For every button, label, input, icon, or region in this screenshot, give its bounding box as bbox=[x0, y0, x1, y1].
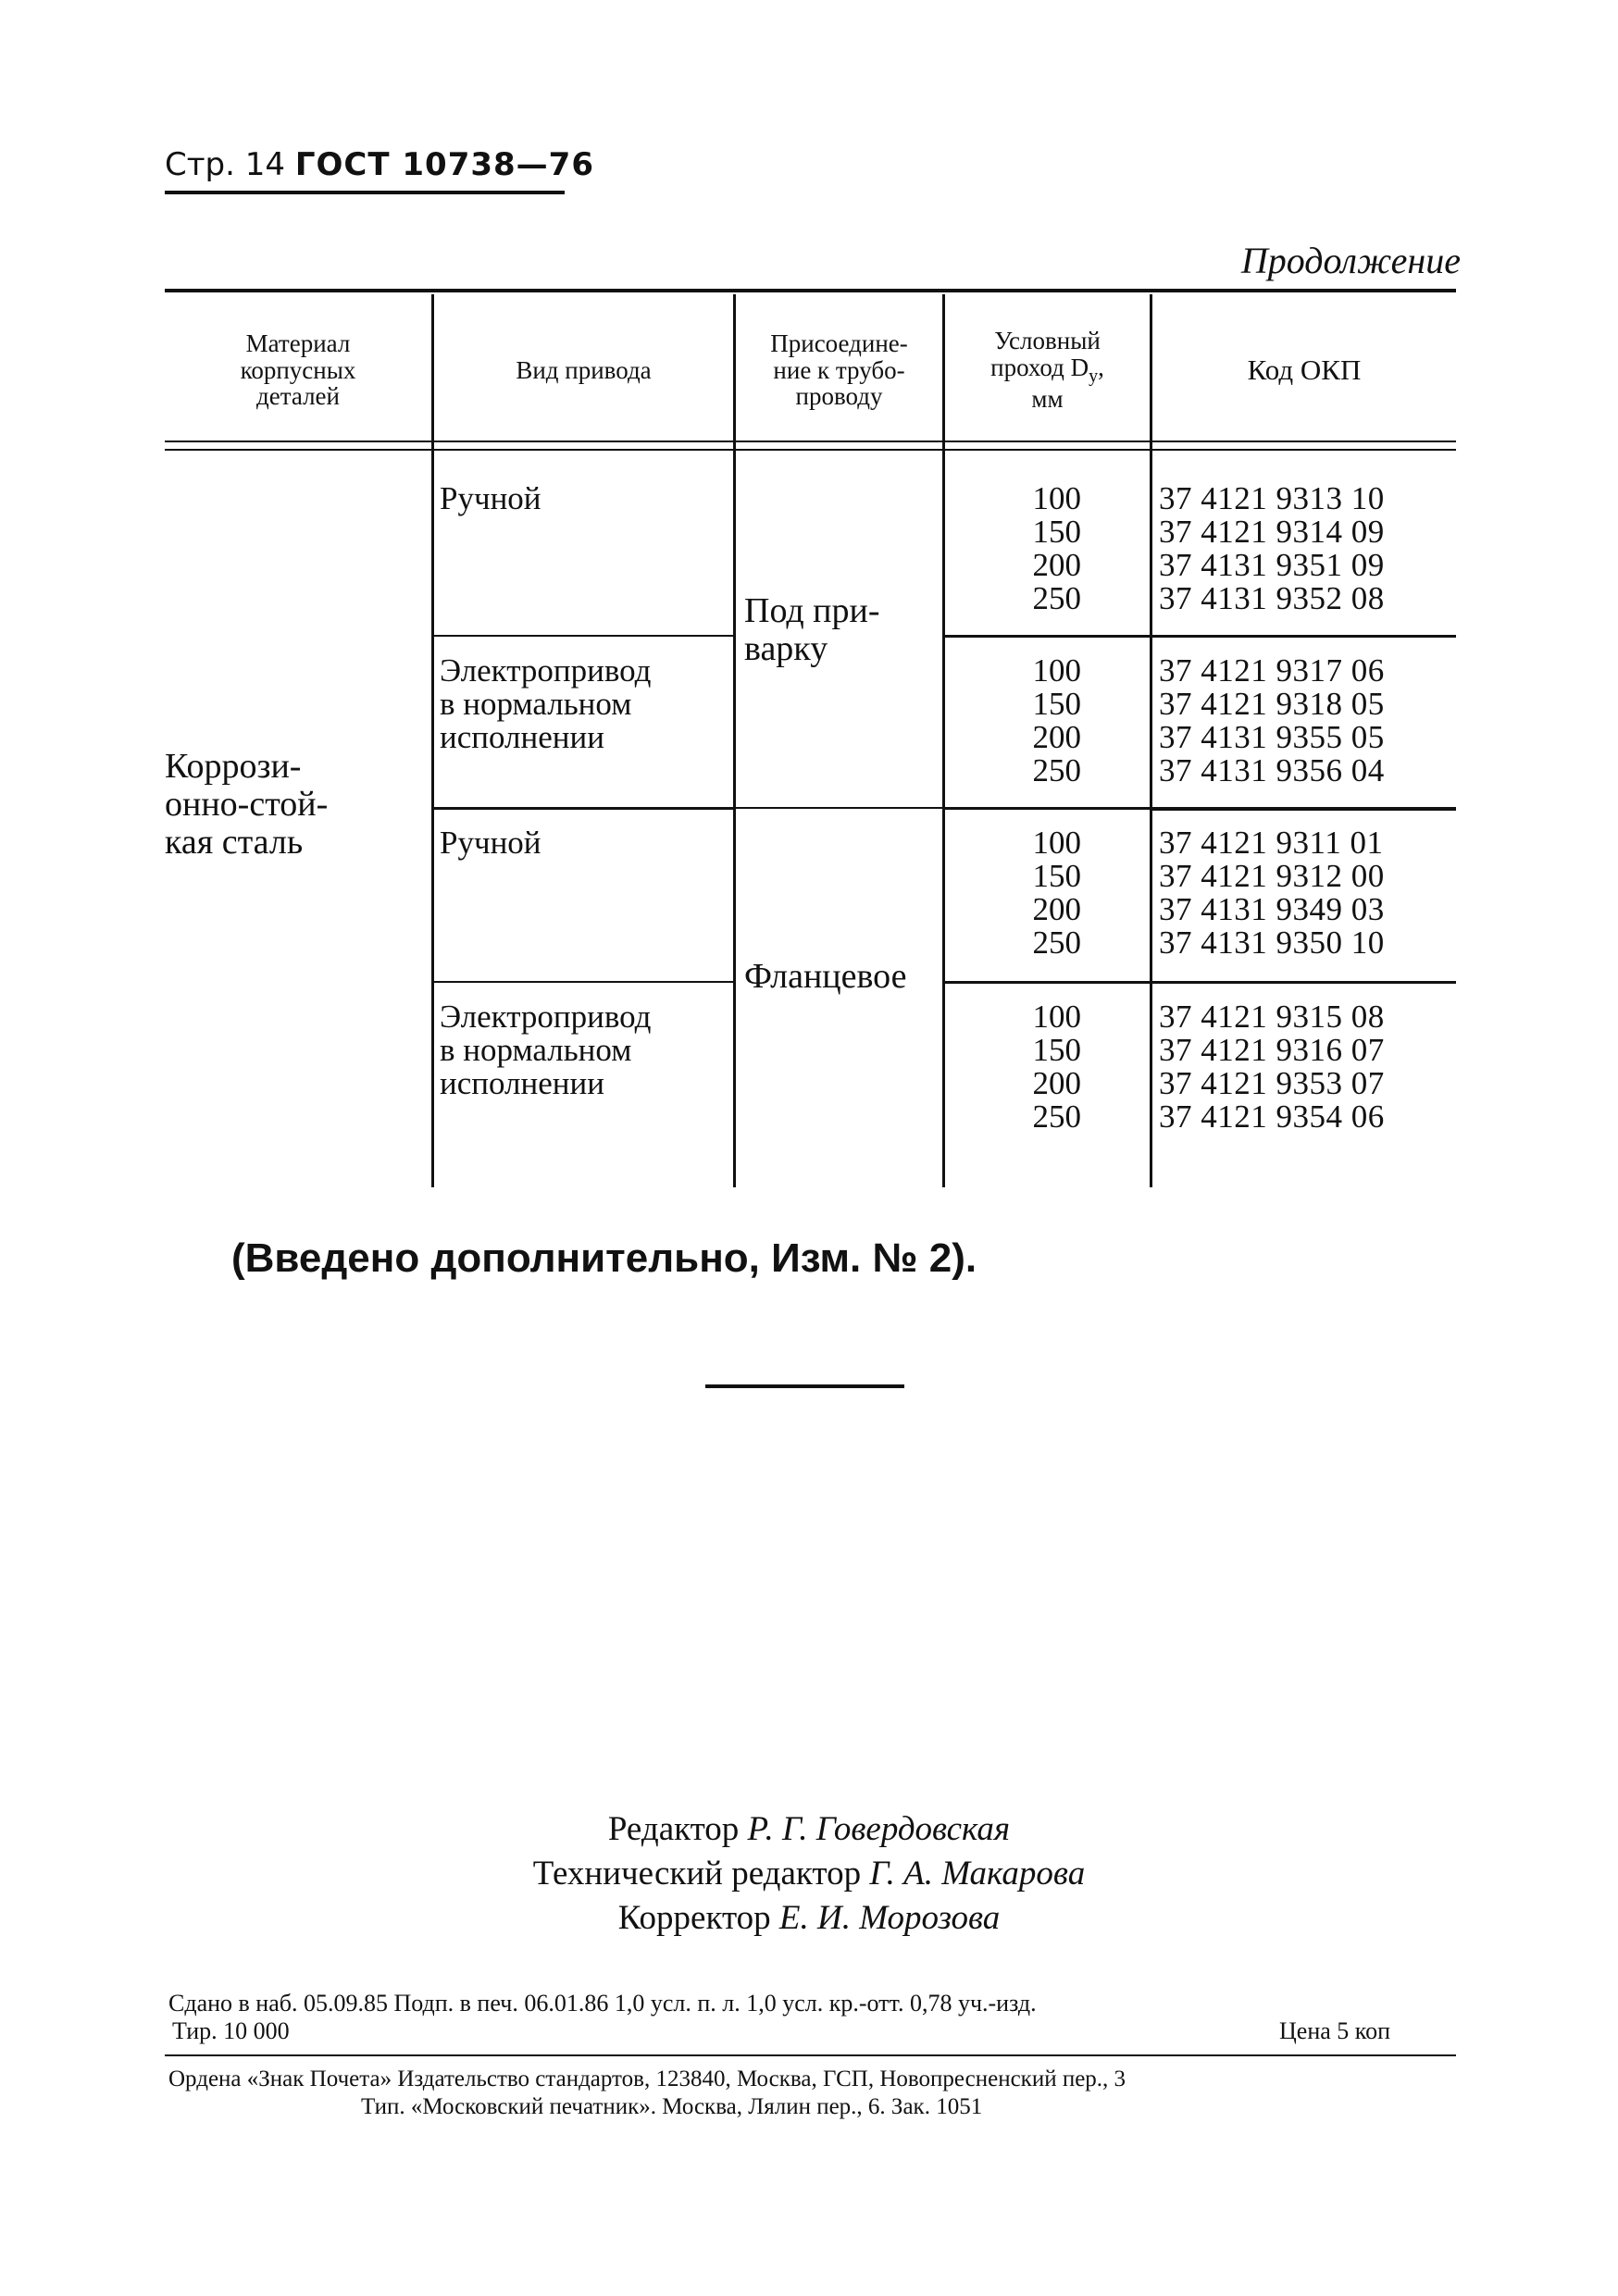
header-rule-2 bbox=[165, 449, 1456, 451]
group-sep-size-1 bbox=[942, 635, 1150, 638]
group-sep-code-2 bbox=[1150, 807, 1456, 811]
page-header bbox=[165, 146, 594, 183]
th-drive: Вид привода bbox=[516, 355, 652, 384]
group-sep-conn-2 bbox=[733, 807, 942, 809]
size-cell: 100 150 200 250 bbox=[1032, 999, 1081, 1135]
credit-editor: Редактор Р. Г. Говердовская bbox=[607, 1810, 1011, 1848]
amendment-note: (Введено дополнительно, Изм. № 2). bbox=[231, 1235, 977, 1281]
imprint-circulation: Тир. 10 000 bbox=[172, 2017, 290, 2044]
imprint-price: Цена 5 коп bbox=[1279, 2017, 1390, 2044]
size-cell: 100 150 200 250 bbox=[1032, 825, 1081, 961]
header-rule bbox=[165, 191, 565, 194]
group-sep-code-1 bbox=[1150, 635, 1456, 638]
connection-flange: Фланцевое bbox=[744, 957, 907, 996]
drive-cell: Электропривод в нормальном исполнении bbox=[440, 652, 652, 755]
drive-cell: Электропривод в нормальном исполнении bbox=[440, 999, 652, 1101]
page-label: Стр. 14 bbox=[165, 146, 286, 183]
continuation-label: Продолжение bbox=[1240, 240, 1461, 281]
th-nominal-bore: Условный проход $D_у$, мм bbox=[990, 327, 1104, 414]
header-rule-1 bbox=[165, 441, 1456, 442]
group-sep-drive-2 bbox=[431, 807, 733, 810]
th-connection: Присоедине- ние к трубо- проводу bbox=[770, 329, 908, 411]
material-cell: Коррози- онно-стой- кая сталь bbox=[165, 747, 329, 862]
credit-tech-editor: Технический редактор Г. А. Макарова bbox=[532, 1855, 1086, 1893]
imprint-line: Сдано в наб. 05.09.85 Подп. в печ. 06.01.86 1,0 усл. п. л. 1,0 усл. кр.-отт. 0,78 уч.-изд. bbox=[168, 1990, 1037, 2017]
drive-cell: Ручной bbox=[440, 480, 541, 516]
code-cell: 37 4121 9311 01 37 4121 9312 00 37 4131 9349 03 37 4131 9350 10 bbox=[1159, 825, 1385, 961]
separator-rule bbox=[705, 1384, 904, 1388]
group-sep-size-3 bbox=[942, 981, 1150, 984]
imprint-publisher: Ордена «Знак Почета» Издательство стандартов, 123840, Москва, ГСП, Новопресненский пер., 3 bbox=[168, 2066, 1126, 2091]
code-cell: 37 4121 9315 08 37 4121 9316 07 37 4121 9353 07 37 4121 9354 06 bbox=[1159, 999, 1385, 1135]
th-okp-code: Код ОКП bbox=[1247, 353, 1362, 386]
group-sep-drive-1 bbox=[431, 635, 733, 637]
imprint-printer: Тип. «Московский печатник». Москва, Лялин пер., 6. Зак. 1051 bbox=[361, 2094, 983, 2119]
connection-weld: Под при- варку bbox=[744, 591, 880, 668]
credit-proofreader: Корректор Е. И. Морозова bbox=[617, 1899, 1001, 1937]
imprint-rule bbox=[165, 2054, 1456, 2056]
group-sep-code-3 bbox=[1150, 981, 1456, 984]
table-top-rule bbox=[165, 289, 1456, 292]
drive-cell: Ручной bbox=[440, 825, 541, 861]
size-cell: 100 150 200 250 bbox=[1032, 480, 1081, 616]
group-sep-drive-3 bbox=[431, 981, 733, 983]
size-cell: 100 150 200 250 bbox=[1032, 652, 1081, 788]
doc-code: ГОСТ 10738—76 bbox=[294, 146, 594, 183]
code-cell: 37 4121 9317 06 37 4121 9318 05 37 4131 9355 05 37 4131 9356 04 bbox=[1159, 652, 1385, 788]
th-material: Материал корпусных деталей bbox=[240, 329, 356, 411]
code-cell: 37 4121 9313 10 37 4121 9314 09 37 4131 9351 09 37 4131 9352 08 bbox=[1159, 480, 1385, 616]
group-sep-size-2 bbox=[942, 807, 1150, 810]
